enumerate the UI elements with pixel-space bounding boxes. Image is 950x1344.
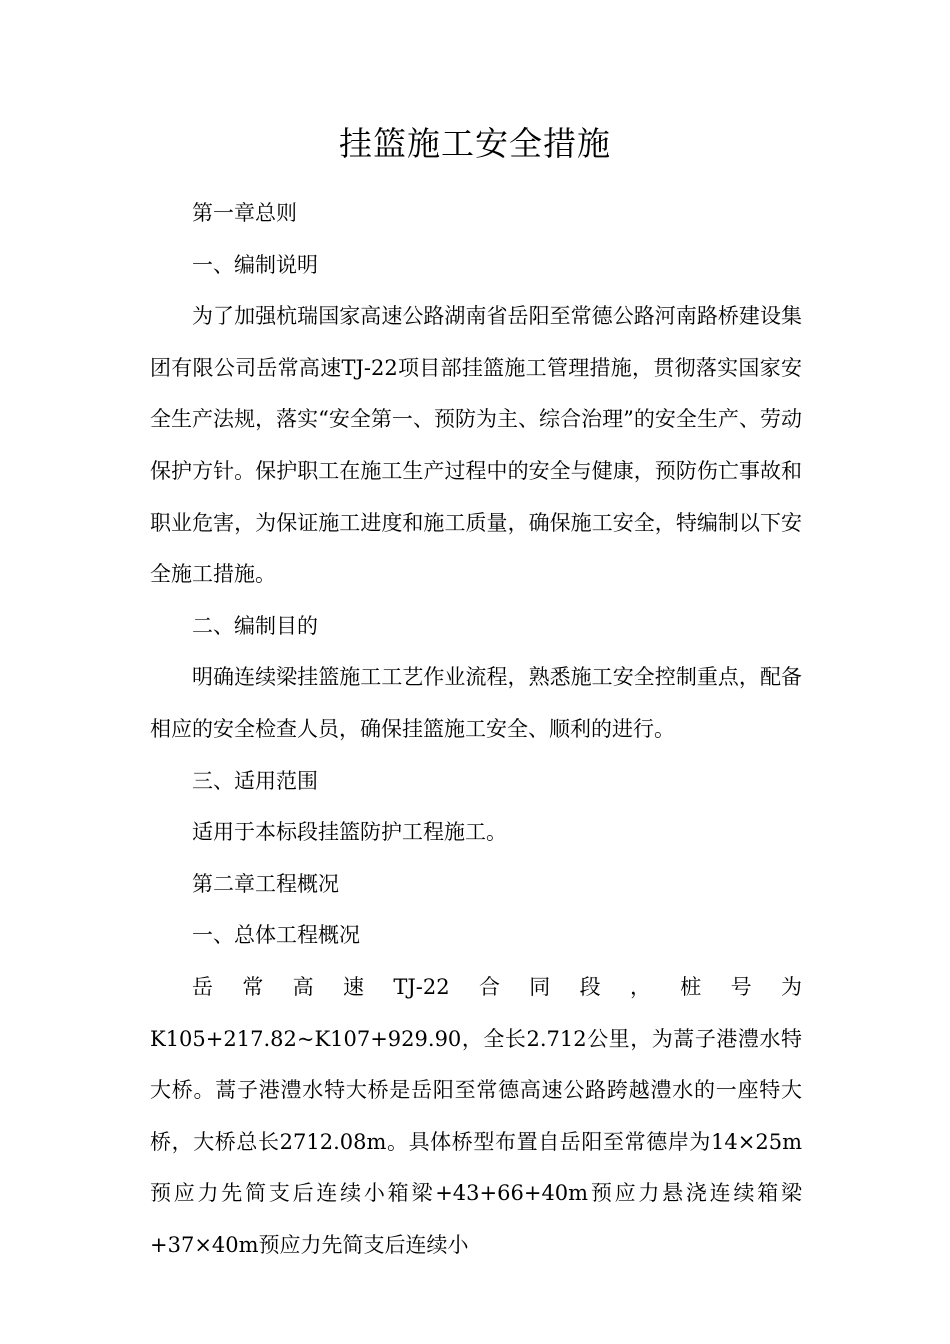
section-heading-scope: 三、适用范围 — [192, 768, 318, 793]
chapter-heading-general: 第一章总则 — [192, 201, 297, 225]
paragraph-compilation-purpose: 明确连续梁挂篮施工工艺作业流程，熟悉施工安全控制重点，配备相应的安全检查人员，确保挂篮施工安全、顺利的进行。 — [150, 665, 802, 741]
paragraph-compilation-notes: 为了加强杭瑞国家高速公路湖南省岳阳至常德公路河南路桥建设集团有限公司岳常高速TJ-22项目部挂篮施工管理措施，贯彻落实国家安全生产法规，落实“安全第一、预防为主、综合治理”的安全生产、劳动保护方针。保护职工在施工生产过程中的安全与健康，预防伤亡事故和职业危害，为保证施工进度和施工质量，确保施工安全，特编制以下安全施工措施。 — [150, 304, 802, 587]
section-heading-compilation-notes: 一、编制说明 — [192, 252, 318, 277]
chapter-heading-project-overview: 第二章工程概况 — [192, 871, 339, 896]
document-title: 挂篮施工安全措施 — [339, 124, 611, 163]
paragraph-general-overview: 岳常高速TJ-22合同段，桩号为K105+217.82~K107+929.90，全长2.712公里，为蒿子港澧水特大桥。蒿子港澧水特大桥是岳阳至常德高速公路跨越澧水的一座特大桥，大桥总长2712.08m。具体桥型布置自岳阳至常德岸为14×25m预应力先简支后连续小箱梁+43+66+40m预应力悬浇连续箱梁+37×40m预应力先简支后连续小 — [150, 974, 802, 1257]
document-body — [150, 188, 802, 1271]
section-heading-compilation-purpose: 二、编制目的 — [192, 613, 318, 638]
paragraph-scope: 适用于本标段挂篮防护工程施工。 — [192, 820, 507, 845]
section-heading-general-overview: 一、总体工程概况 — [192, 923, 360, 948]
